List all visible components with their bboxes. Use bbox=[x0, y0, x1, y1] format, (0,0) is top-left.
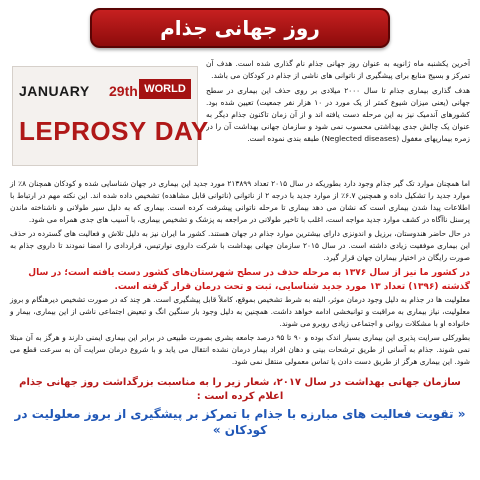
body-paragraph-3: معلولیت ها در جذام به دلیل وجود درمان موثر، البته به شرط تشخیص بموقع، کاملاً قابل پیشگیری است. هر چند که در صورت تشخیص دیرهنگام و بروز معلولیت، نیاز بیماری به مراقبت و توانبخشی ادامه خواهد داشت. همچنین به دلیل وجود بار سنگین انگ و تبعیض اجتماعی ناشی از این بیماری، بیمار و خانواده او با مشکلات روانی و اجتماعی زیادی روبرو می شوند. bbox=[10, 295, 470, 328]
body-paragraph-4: بطورکلی سرایت پذیری این بیماری بسیار اندک بوده و ۹۰ تا ۹۵ درصد جامعه بشری بصورت طبیعی در برابر این بیماری ایمنی دارند و هرگز به آن مبتلا نمی شوند. جذام به آسانی از طریق ترشحات بینی و دهان افراد بیمار درمان نشده انتقال می یابد و با شروع درمان سرایت آن به سرعت قطع می شود. این بیماری هرگز از طریق دست دادن یا تماس معمولی منتقل نمی شود. bbox=[10, 333, 471, 366]
poster-bottom-row bbox=[19, 111, 209, 151]
body-paragraph-2: در حال حاضر هندوستان، برزیل و اندونزی دارای بیشترین موارد جذام در جهان هستند. کشور ما ایران نیز به دلیل تلاش و فعالیت های گسترده در حذف این بیماری موفقیت زیادی داشته است. در سال ۲۰۱۵ سازمان جهانی بهداشت با شرکت داروی نوارتیس، قراردادی را امضا نمودند تا داروی جذام به صورت رایگان در اختیار بیماران جهان قرار گیرد. bbox=[10, 229, 470, 262]
poster-month: JANUARY bbox=[19, 83, 90, 99]
world-leprosy-day-poster bbox=[12, 66, 209, 166]
poster-top-row bbox=[19, 79, 191, 105]
title-banner bbox=[90, 8, 390, 48]
page-title: روز جهانی جذام bbox=[160, 16, 320, 40]
intro-paragraph-1: آخرین یکشنبه ماه ژانویه به عنوان روز جهانی جذام نام گذاری شده است. هدف آن تمرکز و بسیج منابع برای پیشگیری از ناتوانی های ناشی از جذام در کودکان می باشد. bbox=[206, 59, 470, 80]
closing-announcement: سازمان جهانی بهداشت در سال ۲۰۱۷، شعار زیر را به مناسبت بزرگداشت روز جهانی جذام اعلام کرده است : bbox=[19, 377, 461, 402]
intro-paragraph-2: هدف گذاری بیماری جذام تا سال ۲۰۰۰ میلادی بر روی حذف این بیماری در سطح جهانی (یعنی میزان شیوع کمتر از یک مورد در ۱۰ هزار نفر جمعیت) تعیین شده بود. کشورهای آندمیک نیز به این مرحله دست یافته اند و از آن زمان تاکنون جذام دیگر به عنوان یک چالش جدی بهداشتی محسوب نمی شود و سازمان جهانی بهداشت آن را در زمره بیماریهای مغفول (Neglected diseases) طبقه بندی نموده است. bbox=[206, 86, 470, 143]
poster-day: 29th bbox=[109, 83, 138, 99]
closing-slogan: « تقویت فعالیت های مبارزه با جذام با تمرکز بر پیشگیری از بروز معلولیت در کودکان » bbox=[14, 407, 466, 437]
poster-world-badge bbox=[139, 79, 191, 99]
intro-section bbox=[10, 58, 470, 178]
body-paragraph-1: اما همچنان موارد تک گیر جذام وجود دارد بطوریکه در سال ۲۰۱۵ تعداد ۲۱۳۸۹۹ مورد جدید این بیماری در جهان شناسایی شده و کودکان همچنان ۸٪ از موارد جدید را تشکیل داده و همچنین ۶.۷٪ از موارد جدید با درجه ۲ از ناتوانی (ناتوانی قابل مشاهده) تشخیص داده شده اند. این نکته مهم در ارتباط با اطلاعات پیدا شدن بیماری است که نشان می دهد بیماری تا مرحله ناتوانی پیشرفت کرده است. بیماری که به دلیل سیر طولانی و ناشناخته ماندن پرسنل ناآگاه در کشف موارد جدید مواجه است، اغلب با تاخیر طولانی در مراجعه به پزشک و تشخیص بیماری، با آسیب های جدی همراه می شود. bbox=[10, 179, 470, 224]
closing-section bbox=[10, 376, 470, 438]
poster-day-text: DAY bbox=[154, 115, 209, 146]
main-text bbox=[10, 178, 470, 368]
poster-leprosy-text: LEPROSY bbox=[19, 115, 147, 146]
intro-text bbox=[206, 58, 470, 178]
poster-badge-text: WORLD bbox=[144, 83, 186, 95]
highlight-iran-elimination: در کشور ما نیز از سال ۱۳۷۶ به مرحله حذف در سطح شهرستان‌های کشور دست یافته است؛ در سال گذشته (۱۳۹۶) تعداد ۱۳ مورد جدید شناسایی، ثبت و تحت درمان قرار گرفته است. bbox=[28, 268, 470, 292]
